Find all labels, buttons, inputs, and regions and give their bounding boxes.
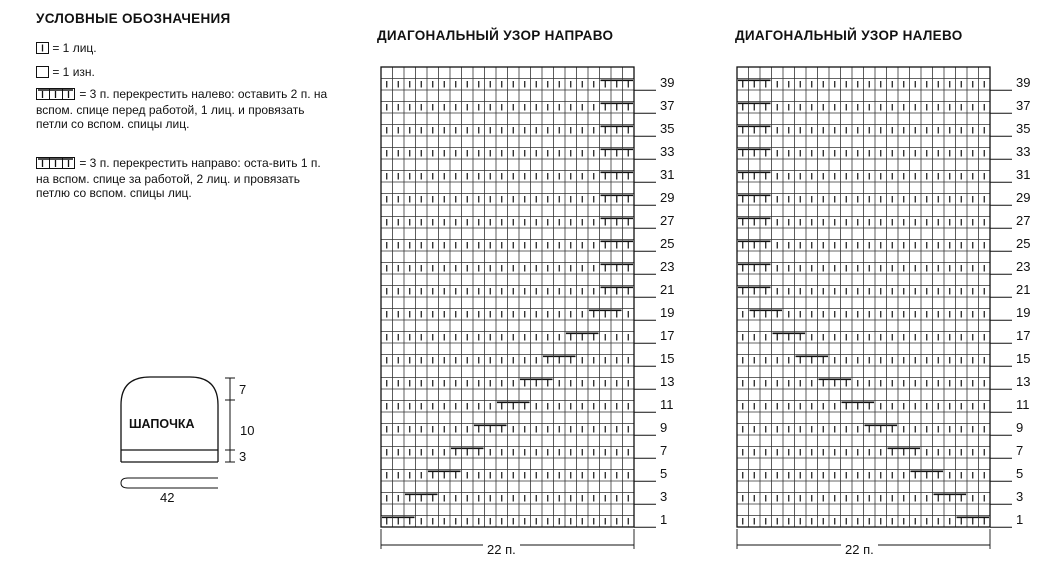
row-number: 3 xyxy=(1016,489,1024,505)
row-number: 3 xyxy=(660,489,668,505)
row-number: 19 xyxy=(1016,305,1031,321)
row-number: 11 xyxy=(1016,397,1030,413)
hat-dim-bottom: 3 xyxy=(239,449,247,464)
row-number: 29 xyxy=(660,190,675,206)
row-number: 15 xyxy=(660,351,675,367)
chart-right-title: ДИАГОНАЛЬНЫЙ УЗОР НАПРАВО xyxy=(377,28,614,43)
row-number: 13 xyxy=(1016,374,1031,390)
hat-dim-width: 42 xyxy=(160,490,175,505)
row-number: 25 xyxy=(1016,236,1031,252)
row-number: 23 xyxy=(1016,259,1031,275)
row-number: 9 xyxy=(660,420,668,436)
row-number: 21 xyxy=(1016,282,1031,298)
row-number: 39 xyxy=(660,75,675,91)
row-number: 15 xyxy=(1016,351,1031,367)
row-number: 7 xyxy=(1016,443,1024,459)
row-number: 27 xyxy=(660,213,675,229)
row-number: 5 xyxy=(660,466,668,482)
row-number: 35 xyxy=(1016,121,1031,137)
row-number: 29 xyxy=(1016,190,1031,206)
hat-dim-mid: 10 xyxy=(240,423,255,438)
row-number: 39 xyxy=(1016,75,1031,91)
row-number: 13 xyxy=(660,374,675,390)
row-number: 19 xyxy=(660,305,675,321)
chart-left-stitch-count: 22 п. xyxy=(841,542,878,557)
hat-label: ШАПОЧКА xyxy=(129,417,195,431)
chart-left-title: ДИАГОНАЛЬНЫЙ УЗОР НАЛЕВО xyxy=(735,28,963,43)
row-number: 9 xyxy=(1016,420,1024,436)
legend-title: УСЛОВНЫЕ ОБОЗНАЧЕНИЯ xyxy=(36,11,231,26)
legend-cross-left-text: = 3 п. перекрестить налево: оставить 2 п. на вспом. спице перед работой, 1 лиц. и провязать петли со вспом. спицы лиц. xyxy=(36,87,328,131)
row-number: 31 xyxy=(1016,167,1031,183)
legend-cross-right-text: = 3 п. перекрестить направо: оста-вить 1 п. на вспом. спице за работой, 2 лиц. и провязать петлю со вспом. спицы лиц. xyxy=(36,156,321,200)
row-number: 33 xyxy=(660,144,675,160)
legend-knit-text: = 1 лиц. xyxy=(52,41,97,55)
chart-right-stitch-count: 22 п. xyxy=(483,542,520,557)
row-number: 1 xyxy=(1016,512,1024,528)
row-number: 37 xyxy=(660,98,675,114)
row-number: 23 xyxy=(660,259,675,275)
row-number: 31 xyxy=(660,167,675,183)
hat-dim-top: 7 xyxy=(239,382,247,397)
row-number: 25 xyxy=(660,236,675,252)
row-number: 11 xyxy=(660,397,674,413)
row-number: 35 xyxy=(660,121,675,137)
row-number: 17 xyxy=(1016,328,1031,344)
row-number: 7 xyxy=(660,443,668,459)
row-number: 1 xyxy=(660,512,668,528)
row-number: 5 xyxy=(1016,466,1024,482)
row-number: 21 xyxy=(660,282,675,298)
row-number: 37 xyxy=(1016,98,1031,114)
row-number: 17 xyxy=(660,328,675,344)
row-number: 27 xyxy=(1016,213,1031,229)
legend-purl-text: = 1 изн. xyxy=(52,65,95,79)
row-number: 33 xyxy=(1016,144,1031,160)
